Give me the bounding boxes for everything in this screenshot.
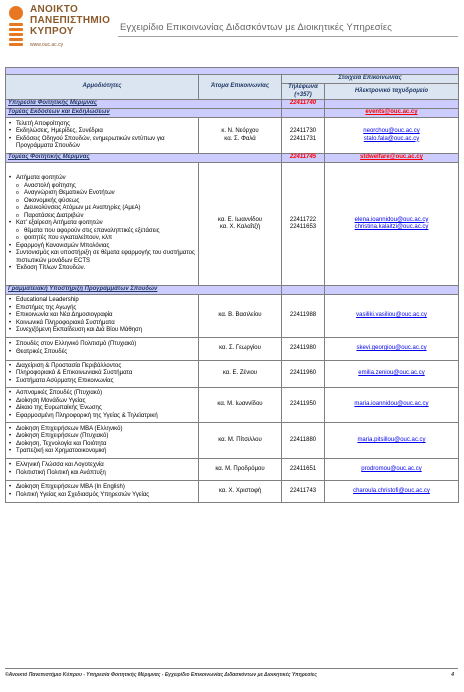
list-item: • Εφαρμοσμένη Πληροφορική της Υγείας & Τηλεϊατρική bbox=[8, 413, 196, 421]
section-email-link[interactable]: stdwelfare@ouc.ac.cy bbox=[325, 154, 459, 163]
contact-phone-cell bbox=[282, 481, 325, 503]
list-item: • Επιστήμες της Αγωγής bbox=[8, 305, 196, 313]
contacts-table bbox=[5, 67, 459, 503]
contact-email-link-cell bbox=[325, 481, 459, 503]
contact-email-link-cell bbox=[325, 423, 459, 459]
page-header bbox=[0, 0, 464, 56]
contact-phone: 22411880 bbox=[289, 436, 317, 443]
contact-email-link[interactable]: elena.ioannidou@ouc.ac.cy bbox=[354, 216, 429, 223]
contact-person: κα. Μ. Ιωαννίδου bbox=[217, 401, 263, 408]
contact-email-link-cell bbox=[325, 295, 459, 338]
header-contact: Στοιχεία Επικοινωνίας bbox=[282, 75, 459, 84]
list-item: • Εφαρμογή Κανονισμών Μπολόνιας bbox=[8, 243, 196, 251]
header-divider bbox=[118, 36, 458, 37]
responsibilities-list bbox=[8, 484, 196, 499]
contact-person: κα. Σ. Γεωργίου bbox=[219, 344, 261, 351]
table-row bbox=[6, 163, 459, 286]
footer-text: ©Ανοικτό Πανεπιστήμιο Κύπρου - Υπηρεσία Φοιτητικής Μέριμνας - Εγχειρίδιο Επικοινωνίας Διδασκόντων με Διοικητικές Υπηρεσίες bbox=[5, 672, 317, 678]
university-logo bbox=[6, 4, 118, 52]
list-item: • Τελετή Αποφοίτησης bbox=[8, 121, 196, 129]
logo-mark-icon bbox=[6, 6, 26, 50]
contact-person-cell bbox=[199, 163, 282, 286]
list-item: • Πληροφοριακά & Επικοινωνιακά Συστήματα bbox=[8, 370, 196, 378]
contact-email-link[interactable]: emilia.zeniou@ouc.ac.cy bbox=[358, 370, 425, 376]
contact-email-link-cell bbox=[325, 459, 459, 481]
section-title: Τομέας Φοιτητικής Μέριμνας bbox=[6, 154, 282, 163]
table-row bbox=[6, 295, 459, 338]
section-header-row bbox=[6, 286, 459, 295]
contact-email-link-cell bbox=[325, 163, 459, 286]
table-row bbox=[6, 459, 459, 481]
list-item: • Εκδόσεις Οδηγού Σπουδών, ενημερωτικών εντύπων για Προγράμματα Σπουδών bbox=[8, 136, 196, 151]
contact-person: κα. Β. Βασιλείου bbox=[218, 312, 262, 318]
contact-phone-cell bbox=[282, 118, 325, 154]
page-number: 4 bbox=[451, 672, 454, 678]
list-item: • Αιτήματα φοιτητών bbox=[8, 175, 196, 183]
list-item: • Διοίκηση Επιχειρήσεων ΜΒΑ (In English) bbox=[8, 484, 196, 492]
responsibilities-cell bbox=[6, 295, 199, 338]
list-item: • Εκδηλώσεις, Ημερίδες, Συνέδρια bbox=[8, 128, 196, 136]
list-item: • Πολιτική Υγείας και Σχεδιασμός Υπηρεσιών Υγείας bbox=[8, 492, 196, 500]
list-item: • Συντονισμός και υποστήριξη σε θέματα εφαρμογής του συστήματος πιστωτικών μονάδων ECTS bbox=[8, 250, 196, 265]
section-email-link[interactable] bbox=[325, 286, 459, 295]
contact-phone: 22411731 bbox=[289, 135, 317, 142]
contact-email-link[interactable]: vasiliki.vasiliou@ouc.ac.cy bbox=[356, 312, 427, 318]
responsibilities-list bbox=[8, 297, 196, 335]
section-title: Γραμματειακή Υποστήριξη Προγραμμάτων Σπουδών bbox=[6, 286, 282, 295]
responsibilities-cell bbox=[6, 118, 199, 154]
contact-phone-cell bbox=[282, 163, 325, 286]
list-item: • Διοίκηση Επιχειρήσεων (Πτυχιακό) bbox=[8, 433, 196, 441]
list-item: • Τραπεζική και Χρηματοοικονομική bbox=[8, 448, 196, 456]
list-item: o φοιτητές που εγκαταλείπουν, κλπ bbox=[8, 235, 196, 243]
contact-phone-cell bbox=[282, 295, 325, 338]
responsibilities-cell bbox=[6, 481, 199, 503]
responsibilities-list bbox=[8, 175, 196, 273]
contact-phone: 22411988 bbox=[289, 312, 317, 318]
contact-email-link[interactable]: maria.ioannidou@ouc.ac.cy bbox=[354, 401, 429, 408]
responsibilities-cell bbox=[6, 388, 199, 423]
service-title: Υπηρεσία Φοιτητικής Μέριμνας bbox=[6, 100, 282, 109]
contact-phone-cell bbox=[282, 459, 325, 481]
contact-phone: 22411730 bbox=[289, 128, 317, 134]
responsibilities-cell bbox=[6, 360, 199, 388]
contact-phone: 22411651 bbox=[289, 465, 317, 472]
responsibilities-list bbox=[8, 462, 196, 477]
list-item: • Θεατρικές Σπουδές bbox=[8, 349, 196, 357]
list-item: • Συνεχιζόμενη Εκπαίδευση και Διά Βίου Μάθηση bbox=[8, 327, 196, 335]
table-row bbox=[6, 481, 459, 503]
responsibilities-list bbox=[8, 426, 196, 456]
list-item: • Κοινωνικά Πληροφοριακά Συστήματα bbox=[8, 320, 196, 328]
table-row bbox=[6, 118, 459, 154]
section-phone: 22411745 bbox=[282, 154, 325, 163]
list-item: • Συστήματα Ασύρματης Επικοινωνίας bbox=[8, 378, 196, 386]
footer-divider bbox=[5, 668, 458, 669]
section-phone bbox=[282, 109, 325, 118]
list-item: • Διοίκηση Μονάδων Υγείας bbox=[8, 398, 196, 406]
service-row bbox=[6, 100, 459, 109]
header-email: Ηλεκτρονικό ταχυδρομείο bbox=[325, 84, 459, 100]
responsibilities-cell bbox=[6, 163, 199, 286]
contact-phone: 22411960 bbox=[289, 370, 317, 376]
list-item: o Αναγνώριση Θεματικών Ενοτήτων bbox=[8, 190, 196, 198]
contact-phone-cell bbox=[282, 423, 325, 459]
list-item: • Σπουδές στον Ελληνικό Πολιτισμό (Πτυχιακό) bbox=[8, 341, 196, 349]
contact-email-link[interactable]: maria.pitsillou@ouc.ac.cy bbox=[357, 436, 426, 443]
list-item: • Δίκαιο της Ευρωπαϊκής Ένωσης bbox=[8, 405, 196, 413]
contact-person: κα. Ε. Ιωαννίδου bbox=[217, 216, 263, 223]
responsibilities-list bbox=[8, 121, 196, 151]
list-item: o Διευκολύνσεις Ατόμων με Αναπηρίες (ΑμεΑ) bbox=[8, 205, 196, 213]
table-row bbox=[6, 360, 459, 388]
contact-phone: 22411653 bbox=[289, 224, 317, 230]
list-item: • Ελληνική Γλώσσα και Λογοτεχνία bbox=[8, 462, 196, 470]
contact-email-link-cell bbox=[325, 388, 459, 423]
logo-text: ΑΝΟΙΚΤΟ ΠΑΝΕΠΙΣΤΗΜΙΟ ΚΥΠΡΟΥ bbox=[30, 4, 111, 37]
contact-email-link[interactable]: stalo.fala@ouc.ac.cy bbox=[363, 135, 420, 142]
responsibilities-cell bbox=[6, 423, 199, 459]
responsibilities-list bbox=[8, 390, 196, 420]
list-item: • Educational Leadership bbox=[8, 297, 196, 305]
section-header-row bbox=[6, 109, 459, 118]
contact-person: κ. Ν. Νεόρχου bbox=[221, 128, 259, 134]
contacts-table-body bbox=[6, 100, 459, 503]
contact-email-link[interactable]: christina.kalaitzi@ouc.ac.cy bbox=[354, 224, 429, 230]
responsibilities-cell bbox=[6, 459, 199, 481]
header-phone: Τηλέφωνα (+357) bbox=[282, 84, 325, 100]
contact-person-cell bbox=[199, 459, 282, 481]
document-title: Εγχειρίδιο Επικοινωνίας Διδασκόντων με Διοικητικές Υπηρεσίες bbox=[120, 22, 392, 33]
contact-email-link[interactable]: charoula.christofi@ouc.ac.cy bbox=[353, 487, 430, 494]
list-item: o Αναστολή φοίτησης bbox=[8, 183, 196, 191]
section-title: Τομέας Εκδόσεων και Εκδηλώσεων bbox=[6, 109, 282, 118]
list-item: • Διοίκηση Επιχειρήσεων ΜΒΑ (Ελληνικό) bbox=[8, 426, 196, 434]
contact-phone: 22411980 bbox=[289, 344, 317, 351]
list-item: • Διοίκηση, Τεχνολογία και Ποιότητα bbox=[8, 441, 196, 449]
table-row bbox=[6, 423, 459, 459]
list-item: • Πολιτιστική Πολιτική και Ανάπτυξη bbox=[8, 470, 196, 478]
contact-phone-cell bbox=[282, 388, 325, 423]
table-row bbox=[6, 388, 459, 423]
contact-person-cell bbox=[199, 423, 282, 459]
contact-person: κα. Χ. Καλαΐτζή bbox=[219, 224, 261, 230]
contact-phone: 22411950 bbox=[289, 401, 317, 408]
contact-email-link-cell bbox=[325, 337, 459, 360]
list-item: • Ασπνομικές Σπουδές (Πτυχιακό) bbox=[8, 390, 196, 398]
contact-person-cell bbox=[199, 388, 282, 423]
top-spacer-row bbox=[6, 68, 459, 75]
contact-phone-cell bbox=[282, 360, 325, 388]
list-item: • Έκδοση Τίτλων Σπουδών. bbox=[8, 265, 196, 273]
list-item: • Κατ' εξαίρεση Αιτήματα φοιτητών bbox=[8, 220, 196, 228]
contact-email-link-cell bbox=[325, 118, 459, 154]
contact-person-cell bbox=[199, 295, 282, 338]
section-email-link[interactable]: events@ouc.ac.cy bbox=[325, 109, 459, 118]
list-item: o θέματα που αφορούν στις επαναληπτικές εξετάσεις bbox=[8, 228, 196, 236]
contact-person: κα. Σ. Φαλά bbox=[224, 135, 256, 142]
responsibilities-cell bbox=[6, 337, 199, 360]
contact-email-link[interactable]: neorchou@ouc.ac.cy bbox=[363, 128, 420, 134]
list-item: • Επικοινωνία και Νέα Δημοσιογραφία bbox=[8, 312, 196, 320]
contact-email-link[interactable]: prodromou@ouc.ac.cy bbox=[361, 465, 422, 472]
contact-person-cell bbox=[199, 360, 282, 388]
section-phone bbox=[282, 286, 325, 295]
contact-person-cell bbox=[199, 337, 282, 360]
contact-email-link[interactable]: skevi.georgiou@ouc.ac.cy bbox=[356, 344, 427, 351]
logo-url: www.ouc.ac.cy bbox=[30, 42, 64, 48]
list-item: • Διαχείριση & Προστασία Περιβάλλοντος bbox=[8, 363, 196, 371]
header-person: Άτομα Επικοινωνίας bbox=[199, 75, 282, 100]
responsibilities-list bbox=[8, 341, 196, 356]
contact-person: κα. Χ. Χριστοφή bbox=[218, 487, 262, 494]
contact-person-cell bbox=[199, 118, 282, 154]
contact-phone: 22411722 bbox=[289, 216, 317, 223]
responsibilities-list bbox=[8, 363, 196, 386]
section-header-row bbox=[6, 154, 459, 163]
table-row bbox=[6, 337, 459, 360]
contact-person: κα. Μ. Προδρόμου bbox=[215, 465, 265, 472]
contact-person-cell bbox=[199, 481, 282, 503]
service-phone: 22411740 bbox=[282, 100, 325, 109]
page-footer bbox=[5, 672, 458, 678]
contact-phone-cell bbox=[282, 337, 325, 360]
list-item: o Οικονομικής φύσεως bbox=[8, 198, 196, 206]
header-responsibilities: Αρμοδιότητες bbox=[6, 75, 199, 100]
contact-email-link-cell bbox=[325, 360, 459, 388]
contact-phone: 22411743 bbox=[289, 487, 317, 494]
list-item: o Παρατάσεις Διατριβών bbox=[8, 213, 196, 221]
contact-person: κα. Ε. Ζένιου bbox=[222, 370, 258, 376]
contact-person: κα. Μ. Πίτσιλλου bbox=[218, 436, 262, 443]
